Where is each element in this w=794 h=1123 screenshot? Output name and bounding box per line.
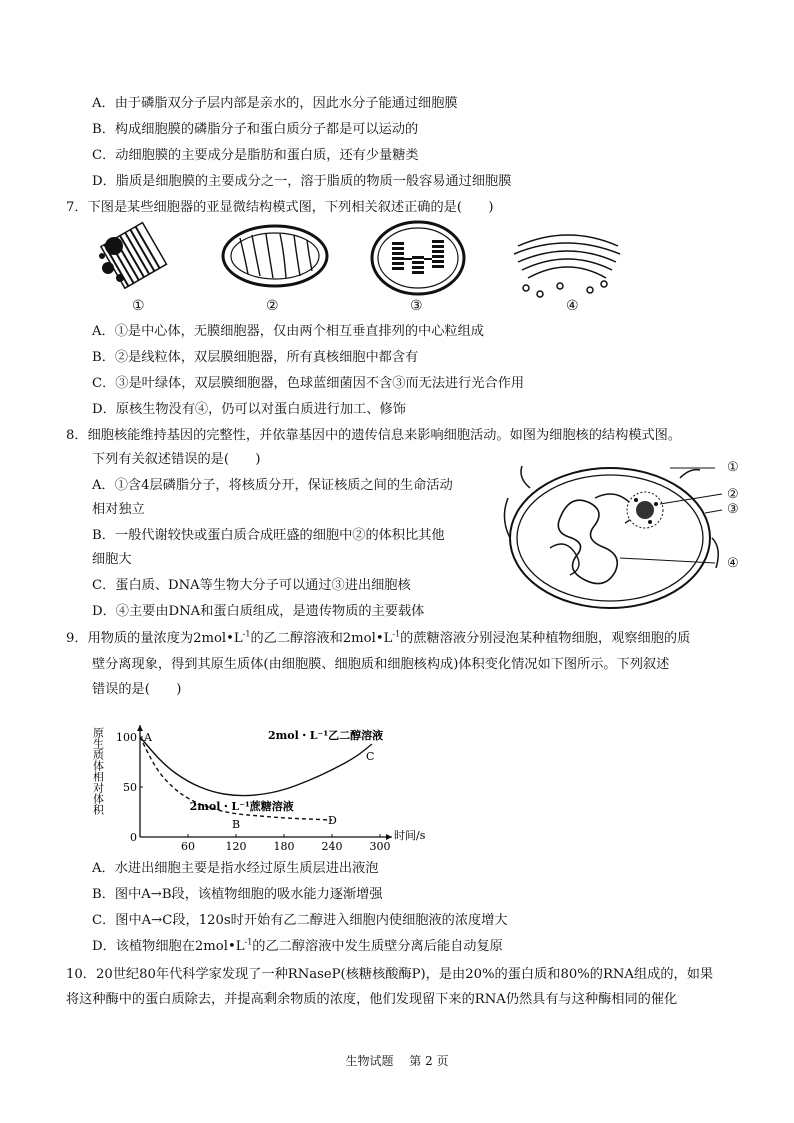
- q9-option-d-part2: 的乙二醇溶液中发生质壁分离后能自动复原: [252, 939, 503, 954]
- point-label-D: D: [328, 814, 337, 827]
- y-axis-label: 原生质体相对体积: [91, 727, 105, 815]
- q9-option-d-sup: -1: [244, 937, 253, 947]
- q9-option-d-part1: D．该植物细胞在2mol•L: [92, 939, 245, 954]
- q8-option-b: B．一般代谢较快或蛋白质合成旺盛的细胞中②的体积比其他: [92, 528, 445, 543]
- figure-label-3: ③: [410, 298, 423, 314]
- x-tick-label: 240: [321, 840, 343, 853]
- q6-option-b: B．构成细胞膜的磷脂分子和蛋白质分子都是可以运动的: [92, 122, 419, 137]
- y-axis-arrow: [137, 725, 143, 731]
- q9-stem-part2: 的乙二醇溶液和2mol•L: [250, 631, 393, 646]
- q9-unit-sup2: -1: [392, 629, 401, 639]
- nucleus-label-3: ③: [727, 502, 739, 517]
- figure-label-2: ②: [266, 298, 279, 314]
- q8-option-b-cont: 细胞大: [92, 552, 132, 567]
- q6-option-c: C．动细胞膜的主要成分是脂肪和蛋白质，还有少量糖类: [92, 148, 419, 163]
- volume-chart: [90, 717, 426, 853]
- q7-option-d: D．原核生物没有④，仍可以对蛋白质进行加工、修饰: [92, 402, 406, 417]
- y-tick-label: 0: [130, 831, 137, 844]
- q10-line2: 将这种酶中的蛋白质除去，并提高剩余物质的浓度，他们发现留下来的RNA仍然具有与这种酶相同的催化: [66, 992, 678, 1007]
- q9-stem-line2: 壁分离现象，得到其原生质体(由细胞膜、细胞质和细胞核构成)体积变化情况如下图所示。下列叙述: [92, 657, 670, 672]
- q8-option-a: A．①含4层磷脂分子，将核质分开，保证核质之间的生命活动: [92, 478, 453, 493]
- q8-stem-line2: 下列有关叙述错误的是( ): [92, 452, 261, 467]
- footer-page-number: 第 2 页: [409, 1054, 449, 1068]
- nucleus-label-4: ④: [727, 556, 739, 571]
- x-tick-label: 300: [369, 840, 391, 853]
- q8-option-c: C．蛋白质、DNA等生物大分子可以通过③进出细胞核: [92, 578, 411, 593]
- q7-option-b: B．②是线粒体，双层膜细胞器，所有真核细胞中都含有: [92, 350, 419, 365]
- mitochondrion-illustration: [223, 226, 327, 286]
- x-tick-label: 180: [273, 840, 295, 853]
- centriole-illustration: [99, 223, 166, 289]
- point-label-C: C: [366, 750, 375, 763]
- x-tick-label: 60: [181, 840, 195, 853]
- q9-stem-line3: 错误的是( ): [92, 682, 182, 697]
- q7-stem: 7．下图是某些细胞器的亚显微结构模式图，下列相关叙述正确的是( ): [66, 200, 494, 215]
- q9-stem-part1: 9．用物质的量浓度为2mol•L: [66, 631, 243, 646]
- q9-option-a: A．水进出细胞主要是指水经过原生质层进出液泡: [92, 861, 379, 876]
- q9-stem-line1: [66, 630, 690, 648]
- point-label-A: A: [144, 731, 152, 744]
- series-label-ethylene-glycol: 2mol・L⁻¹乙二醇溶液: [268, 729, 384, 742]
- nucleus-label-2: ②: [727, 487, 739, 502]
- nucleus-label-1: ①: [727, 460, 739, 475]
- y-tick-label: 50: [123, 781, 137, 794]
- page-footer: [0, 1052, 794, 1069]
- q9-stem-part3: 的蔗糖溶液分别浸泡某种植物细胞，观察细胞的质: [400, 631, 691, 646]
- point-label-B: B: [232, 818, 241, 831]
- organelle-figure: [90, 216, 610, 316]
- q7-option-c: C．③是叶绿体，双层膜细胞器，色球蓝细菌因不含③而无法进行光合作用: [92, 376, 525, 391]
- q9-option-b: B．图中A→B段，该植物细胞的吸水能力逐渐增强: [92, 887, 383, 902]
- chloroplast-illustration: [372, 222, 464, 294]
- q6-option-a: A．由于磷脂双分子层内部是亲水的，因此水分子能通过细胞膜: [92, 96, 458, 111]
- x-tick-label: 120: [225, 840, 247, 853]
- q8-stem-line1: 8．细胞核能维持基因的完整性，并依靠基因中的遗传信息来影响细胞活动。如图为细胞核的结构模式图。: [66, 428, 682, 443]
- series-line-ethylene-glycol: [140, 737, 375, 796]
- q9-unit-sup1: -1: [242, 629, 251, 639]
- q10-line1: 10．20世纪80年代科学家发现了一种RNaseP(核糖核酸酶P)，是由20%的蛋白质和80%的RNA组成的，如果: [66, 967, 714, 982]
- q6-option-d: D．脂质是细胞膜的主要成分之一，溶于脂质的物质一般容易通过细胞膜: [92, 174, 512, 189]
- figure-label-1: ①: [132, 298, 145, 314]
- q9-option-c: C．图中A→C段，120s时开始有乙二醇进入细胞内使细胞液的浓度增大: [92, 913, 508, 928]
- q7-option-a: A．①是中心体，无膜细胞器，仅由两个相互垂直排列的中心粒组成: [92, 324, 484, 339]
- footer-subject: 生物试题: [345, 1054, 394, 1068]
- y-tick-label: 100: [116, 731, 137, 744]
- q8-option-d: D．④主要由DNA和蛋白质组成，是遗传物质的主要载体: [92, 604, 425, 619]
- x-axis-label: 时间/s: [394, 829, 426, 842]
- q9-option-d: [92, 938, 503, 956]
- nucleus-figure: [500, 458, 750, 613]
- series-label-sucrose: 2mol・L⁻¹蔗糖溶液: [189, 800, 294, 813]
- figure-label-4: ④: [566, 298, 579, 314]
- q8-option-a-cont: 相对独立: [92, 502, 145, 517]
- golgi-illustration: [514, 235, 620, 297]
